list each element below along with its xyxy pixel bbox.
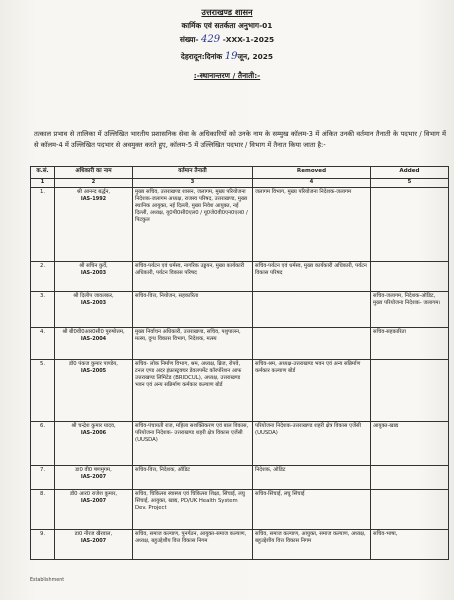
col-removed: Removed xyxy=(253,167,371,179)
col-current: वर्तमान तैनाती xyxy=(133,167,253,179)
transfer-table xyxy=(30,166,449,560)
table-colnum-row: 1 2 3 4 5 xyxy=(31,179,449,188)
table-row: 9. डा0 नीरज खैरवाल, IAS-2007 सचिव, समाज कल्याण, पुनर्गठन, आयुक्त-समाज कल्याण, अध्यक्ष, बहुउद्देशीय वित्त विकास निगम सचिव, समाज कल्याण, आयुक्त, समाज कल्याण, अध्यक्ष, बहुउद्देशीय वित्त विकास निगम सचिव-भाषा, xyxy=(31,530,449,560)
table-header-row xyxy=(31,167,449,179)
header-order-no: संख्या- 429 -XXX-1-2025 xyxy=(179,34,275,45)
table-row: 6. श्री चन्द्रेश कुमार यादव, IAS-2006 सचिव-पंचायती राज, महिला सशक्तिकरण एवं बाल विकास, परियोजना निदेशक- उत्तराखण्ड शहरी क्षेत्र विकास एजेंसी (UUSDA) परियोजना निदेशक-उत्तराखण्ड शहरी क्षेत्र विकास एजेंसी (UUSDA) आयुक्त-खाद्य xyxy=(31,422,449,466)
col-sn: क.सं. xyxy=(31,167,55,179)
footer-text: Establishment xyxy=(30,578,65,583)
header-govt: उत्तराखण्ड शासन xyxy=(201,7,253,17)
intro-paragraph: तत्काल प्रभाव से तालिका में उल्लिखित भारतीय प्रशासनिक सेवा के अधिकारियों को उनके नाम के सम्मुख कॉलम-3 में अंकित उनकी वर्तमान तैनाती के पदभार / विभाग में से कॉलम-4 में उल्लिखित पदभार से अवमुक्त करते हुए, कॉलम-5 में उल्लिखित पदभार / विभाग में तैनात किया जाता है:- xyxy=(34,130,446,149)
table-row: 7. डा0 वी0 षणमुगम, IAS-2007 सचिव-वित्त, निदेशक, ऑडिट निदेशक, ऑडिट xyxy=(31,466,449,490)
table-row: 2. श्री सचिन कुर्वे, IAS-2003 सचिव-पर्यटन एवं धर्मस्व, नागरिक उड्डयन, मुख्य कार्यकारी अधिकारी, पर्यटन विकास परिषद सचिव-पर्यटन एवं धर्मस्व, मुख्य कार्यकारी अधिकारी, पर्यटन विकास परिषद xyxy=(31,262,449,292)
table-row: 3. श्री दिलीप जावलकर, IAS-2003 सचिव-वित्त, नियोजन, सहकारिता सचिव-जलागम, निदेशक-ऑडिट, मुख्य परियोजना निदेशक- जलागम। xyxy=(31,292,449,328)
table-row: 5. डॉ0 पंकज कुमार पाण्डेय, IAS-2005 सचिव- लोक निर्माण विभाग, श्रम, अध्यक्ष, ब्रिज, रोपवे, टनल एण्ड अदर इंफ्रास्ट्रक्चर डेवलपमेंट कॉरपोरेशन आफ उत्तराखण्ड लिमिटेड (BRIDCUL), अध्यक्ष, उत्तराखण्ड भवन एवं अन्य सन्निर्माण कर्मकार कल्याण बोर्ड सचिव-श्रम, अध्यक्ष-उत्तराखण्ड भवन एवं अन्य सन्निर्माण कर्मकार कल्याण बोर्ड xyxy=(31,360,449,422)
header-date: देहरादून:दिनांक 19जून, 2025 xyxy=(180,51,274,62)
header-dept: कार्मिक एवं सतर्कता अनुभाग-01 xyxy=(181,21,273,30)
col-added: Added xyxy=(371,167,449,179)
col-name: अधिकारी का नाम xyxy=(55,167,133,179)
table-row: 1. श्री आनन्द बर्द्धन, IAS-1992 मुख्य सचिव, उत्तराखण्ड शासन, जलागम, मुख्य परियोजना निदेशक-जलागम अध्यक्ष, राजस्व परिषद, उत्तराखण्ड, मुख्य स्थानिक आयुक्त, नई दिल्ली, मुख्य निवेश आयुक्त, नई दिल्ली, अध्यक्ष, यू0पी0सी0एल0 / यू0जे0वी0एन0एल0 / पिटकुल जलागम विभाग, मुख्य परियोजना निदेशक-जलागम xyxy=(31,188,449,262)
table-row: 8. डॉ0 आर0 राजेश कुमार, IAS-2007 सचिव, चिकित्सा स्वास्थ्य एवं चिकित्सा शिक्षा, सिंचाई, लघु सिंचाई, आयुक्त, खाद्य, PD/UK Health System Dev. Project सचिव-सिंचाई, लघु सिंचाई xyxy=(31,490,449,530)
table-row: 4. श्री बी0वी0आर0सी0 पुरुषोत्तम, IAS-2004 मुख्य निर्वाचन अधिकारी, उत्तराखण्ड, सचिव, पशुपालन, मत्स्य, दुग्ध विकास विभाग, निदेशक, मत्स्य सचिव-सहकारिता xyxy=(31,328,449,360)
header-subject: :-स्थानान्तरण / तैनाती:- xyxy=(193,71,261,80)
